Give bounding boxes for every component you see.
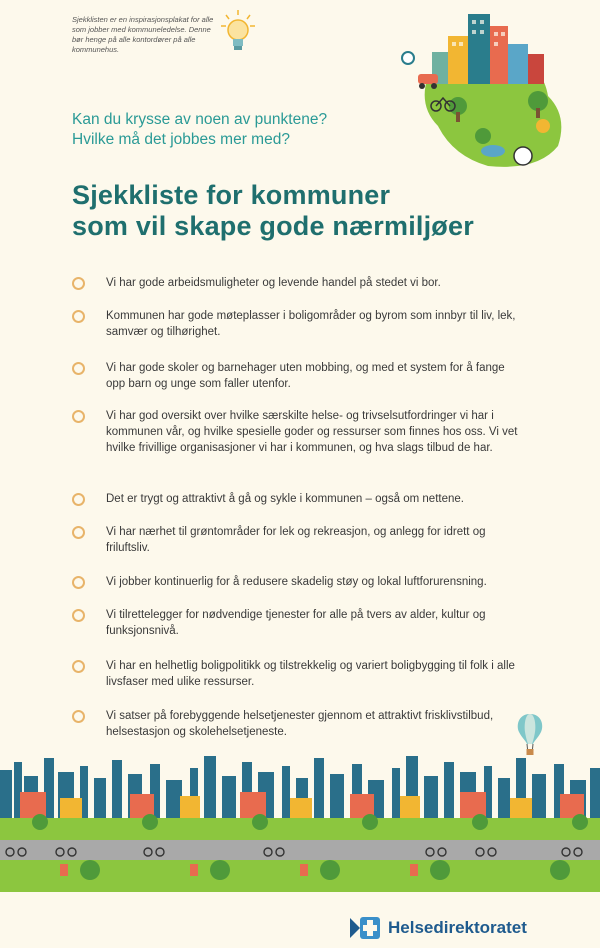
- checkbox-circle-icon[interactable]: [72, 660, 85, 673]
- checkbox-circle-icon[interactable]: [72, 310, 85, 323]
- checklist-item-text: Vi har gode skoler og barnehager uten mobbing, og med et system for å fange opp barn og unge som faller utenfor.: [106, 362, 505, 390]
- checkbox-circle-icon[interactable]: [72, 609, 85, 622]
- page-title-line-1: Sjekkliste for kommuner: [72, 180, 391, 210]
- checklist-item-text: Vi har en helhetlig boligpolitikk og tilstrekkelig og variert boligbygging til folk i alle livsfaser med ulike ressurser.: [106, 660, 515, 688]
- checkbox-circle-icon[interactable]: [72, 493, 85, 506]
- checkbox-circle-icon[interactable]: [72, 277, 85, 290]
- checklist-item-text: Vi har god oversikt over hvilke særskilte helse- og trivselsutfordringer vi har i kommunen vår, og hvilke spesielle goder og ressurser som finnes hos oss. Vi vet hvilke frivillige organisasjoner vi har i kommunen, og hva slags tilbud de har.: [106, 410, 518, 454]
- checklist-item-text: Vi jobber kontinuerlig for å redusere skadelig støy og lokal luftforurensning.: [106, 576, 487, 588]
- logo-text: Helsedirektoratet: [388, 918, 527, 937]
- city-strip-illustration: [0, 752, 600, 892]
- lightbulb-icon: [218, 8, 258, 58]
- checklist-item-text: Vi har nærhet til grøntområder for lek og rekreasjon, og anlegg for idrett og friluftsliv.: [106, 526, 486, 554]
- checklist-item: [72, 408, 526, 456]
- checkbox-circle-icon[interactable]: [72, 576, 85, 589]
- checklist-item: [72, 524, 526, 556]
- checkbox-circle-icon[interactable]: [72, 410, 85, 423]
- checklist-item: [72, 708, 526, 740]
- checklist-item-text: Kommunen har gode møteplasser i boligområder og byrom som innbyr til liv, lek, samvær og tilhørighet.: [106, 310, 516, 338]
- checklist-item: [72, 491, 526, 507]
- checkbox-circle-icon[interactable]: [72, 362, 85, 375]
- checkbox-circle-icon[interactable]: [72, 526, 85, 539]
- checklist-item: [72, 574, 526, 590]
- hot-air-balloon-icon: [515, 712, 545, 757]
- checklist-item: [72, 658, 526, 690]
- checklist-item: [72, 360, 526, 392]
- question: [72, 110, 327, 150]
- checklist-item-text: Det er trygt og attraktivt å gå og sykle i kommunen – også om nettene.: [106, 493, 464, 505]
- city-illustration: [398, 6, 598, 176]
- helsedirektoratet-logo-icon: [348, 914, 382, 942]
- page-title: [72, 180, 474, 242]
- question-line-1: Kan du krysse av noen av punktene?: [72, 111, 328, 128]
- question-line-2: Hvilke må det jobbes mer med?: [72, 131, 290, 148]
- page-title-line-2: som vil skape gode nærmiljøer: [72, 211, 474, 241]
- checkbox-circle-icon[interactable]: [72, 710, 85, 723]
- checklist-item-text: Vi har gode arbeidsmuligheter og levende handel på stedet vi bor.: [106, 277, 441, 289]
- checklist-item-text: Vi satser på forebyggende helsetjenester gjennom et attraktivt frisklivstilbud, helsestasjon og skolehelsetjeneste.: [106, 710, 494, 738]
- helsedirektoratet-logo: [348, 914, 527, 942]
- checklist-item: [72, 275, 526, 291]
- checklist-item: [72, 308, 526, 340]
- intro-note: Sjekklisten er en inspirasjonsplakat for alle som jobber med kommuneledelse. Denne bør henge på alle kontordører på alle kommunehus.: [72, 15, 214, 54]
- checklist-item: [72, 607, 526, 639]
- checklist-item-text: Vi tilrettelegger for nødvendige tjenester for alle på tvers av alder, kultur og funksjonsnivå.: [106, 609, 486, 637]
